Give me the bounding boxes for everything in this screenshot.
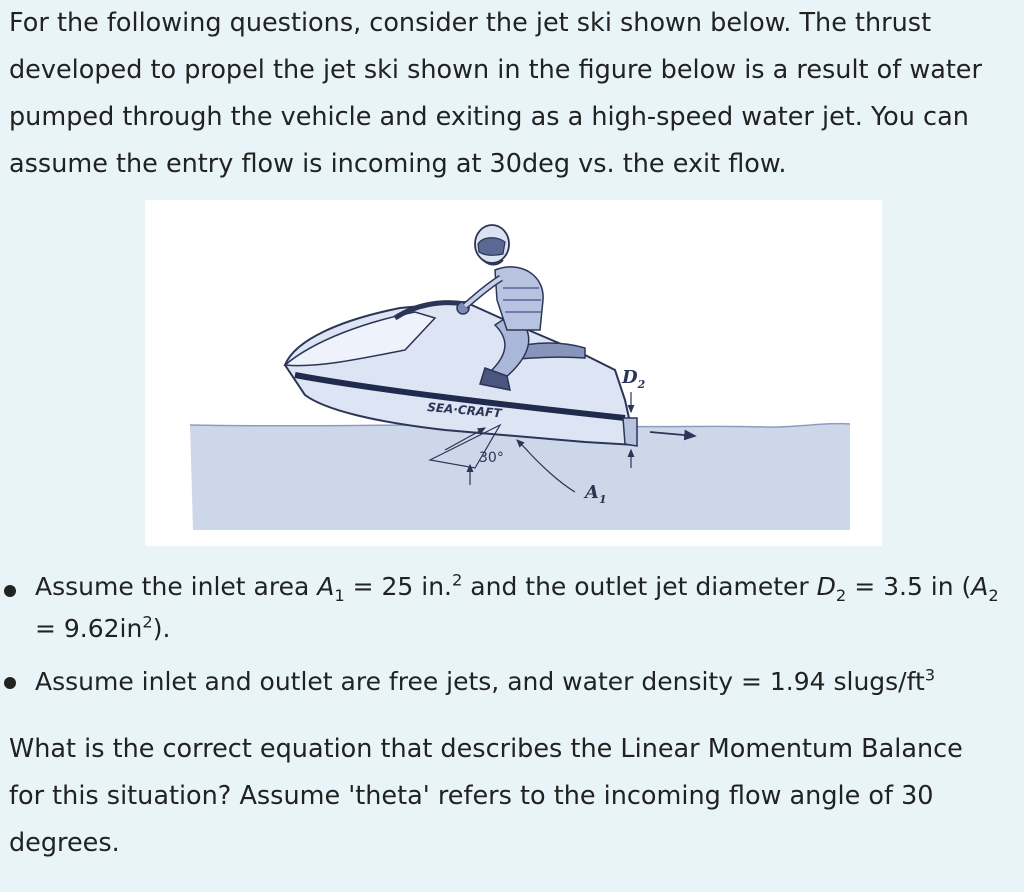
- outlet-nozzle: [623, 418, 637, 446]
- assumption-item-density: Assume inlet and outlet are free jets, and water density = 1.94 slugs/$ft^3$: [0, 658, 1024, 705]
- rider-arm-fill: [465, 278, 501, 306]
- jet-ski-illustration: [145, 200, 882, 546]
- question-paragraph: What is the correct equation that describes the Linear Momentum Balance for this situation? Assume 'theta' refers to the incoming flow angle of 30 degrees.: [9, 734, 963, 858]
- bullet-dot: [4, 585, 16, 597]
- bullet-dot: [4, 677, 16, 689]
- inlet-area-label: $A_1$: [585, 482, 607, 506]
- jet-ski-hull: [285, 302, 635, 445]
- outlet-diameter-label: $D_2$: [622, 367, 646, 391]
- assumption-item-areas: Assume the inlet area $A_1 = 25$ in.$^2$ and the outlet jet diameter $D_2 = 3.5$ in $(A_2 = 9.62in^2)$.: [0, 566, 1024, 650]
- assumption-list: [0, 566, 1024, 705]
- helmet-icon: [475, 225, 509, 265]
- water-body: [190, 424, 850, 530]
- angle-label: 30°: [479, 450, 504, 466]
- brand-label: SEA·CRAFT: [426, 400, 503, 421]
- jet-ski-figure: [145, 200, 882, 546]
- intro-paragraph: For the following questions, consider the jet ski shown below. The thrust developed to propel the jet ski shown in the figure below is a result of water pumped through the vehicle and exiting as a high-speed water jet. You can assume the entry flow is incoming at 30deg vs. the exit flow.: [9, 8, 982, 179]
